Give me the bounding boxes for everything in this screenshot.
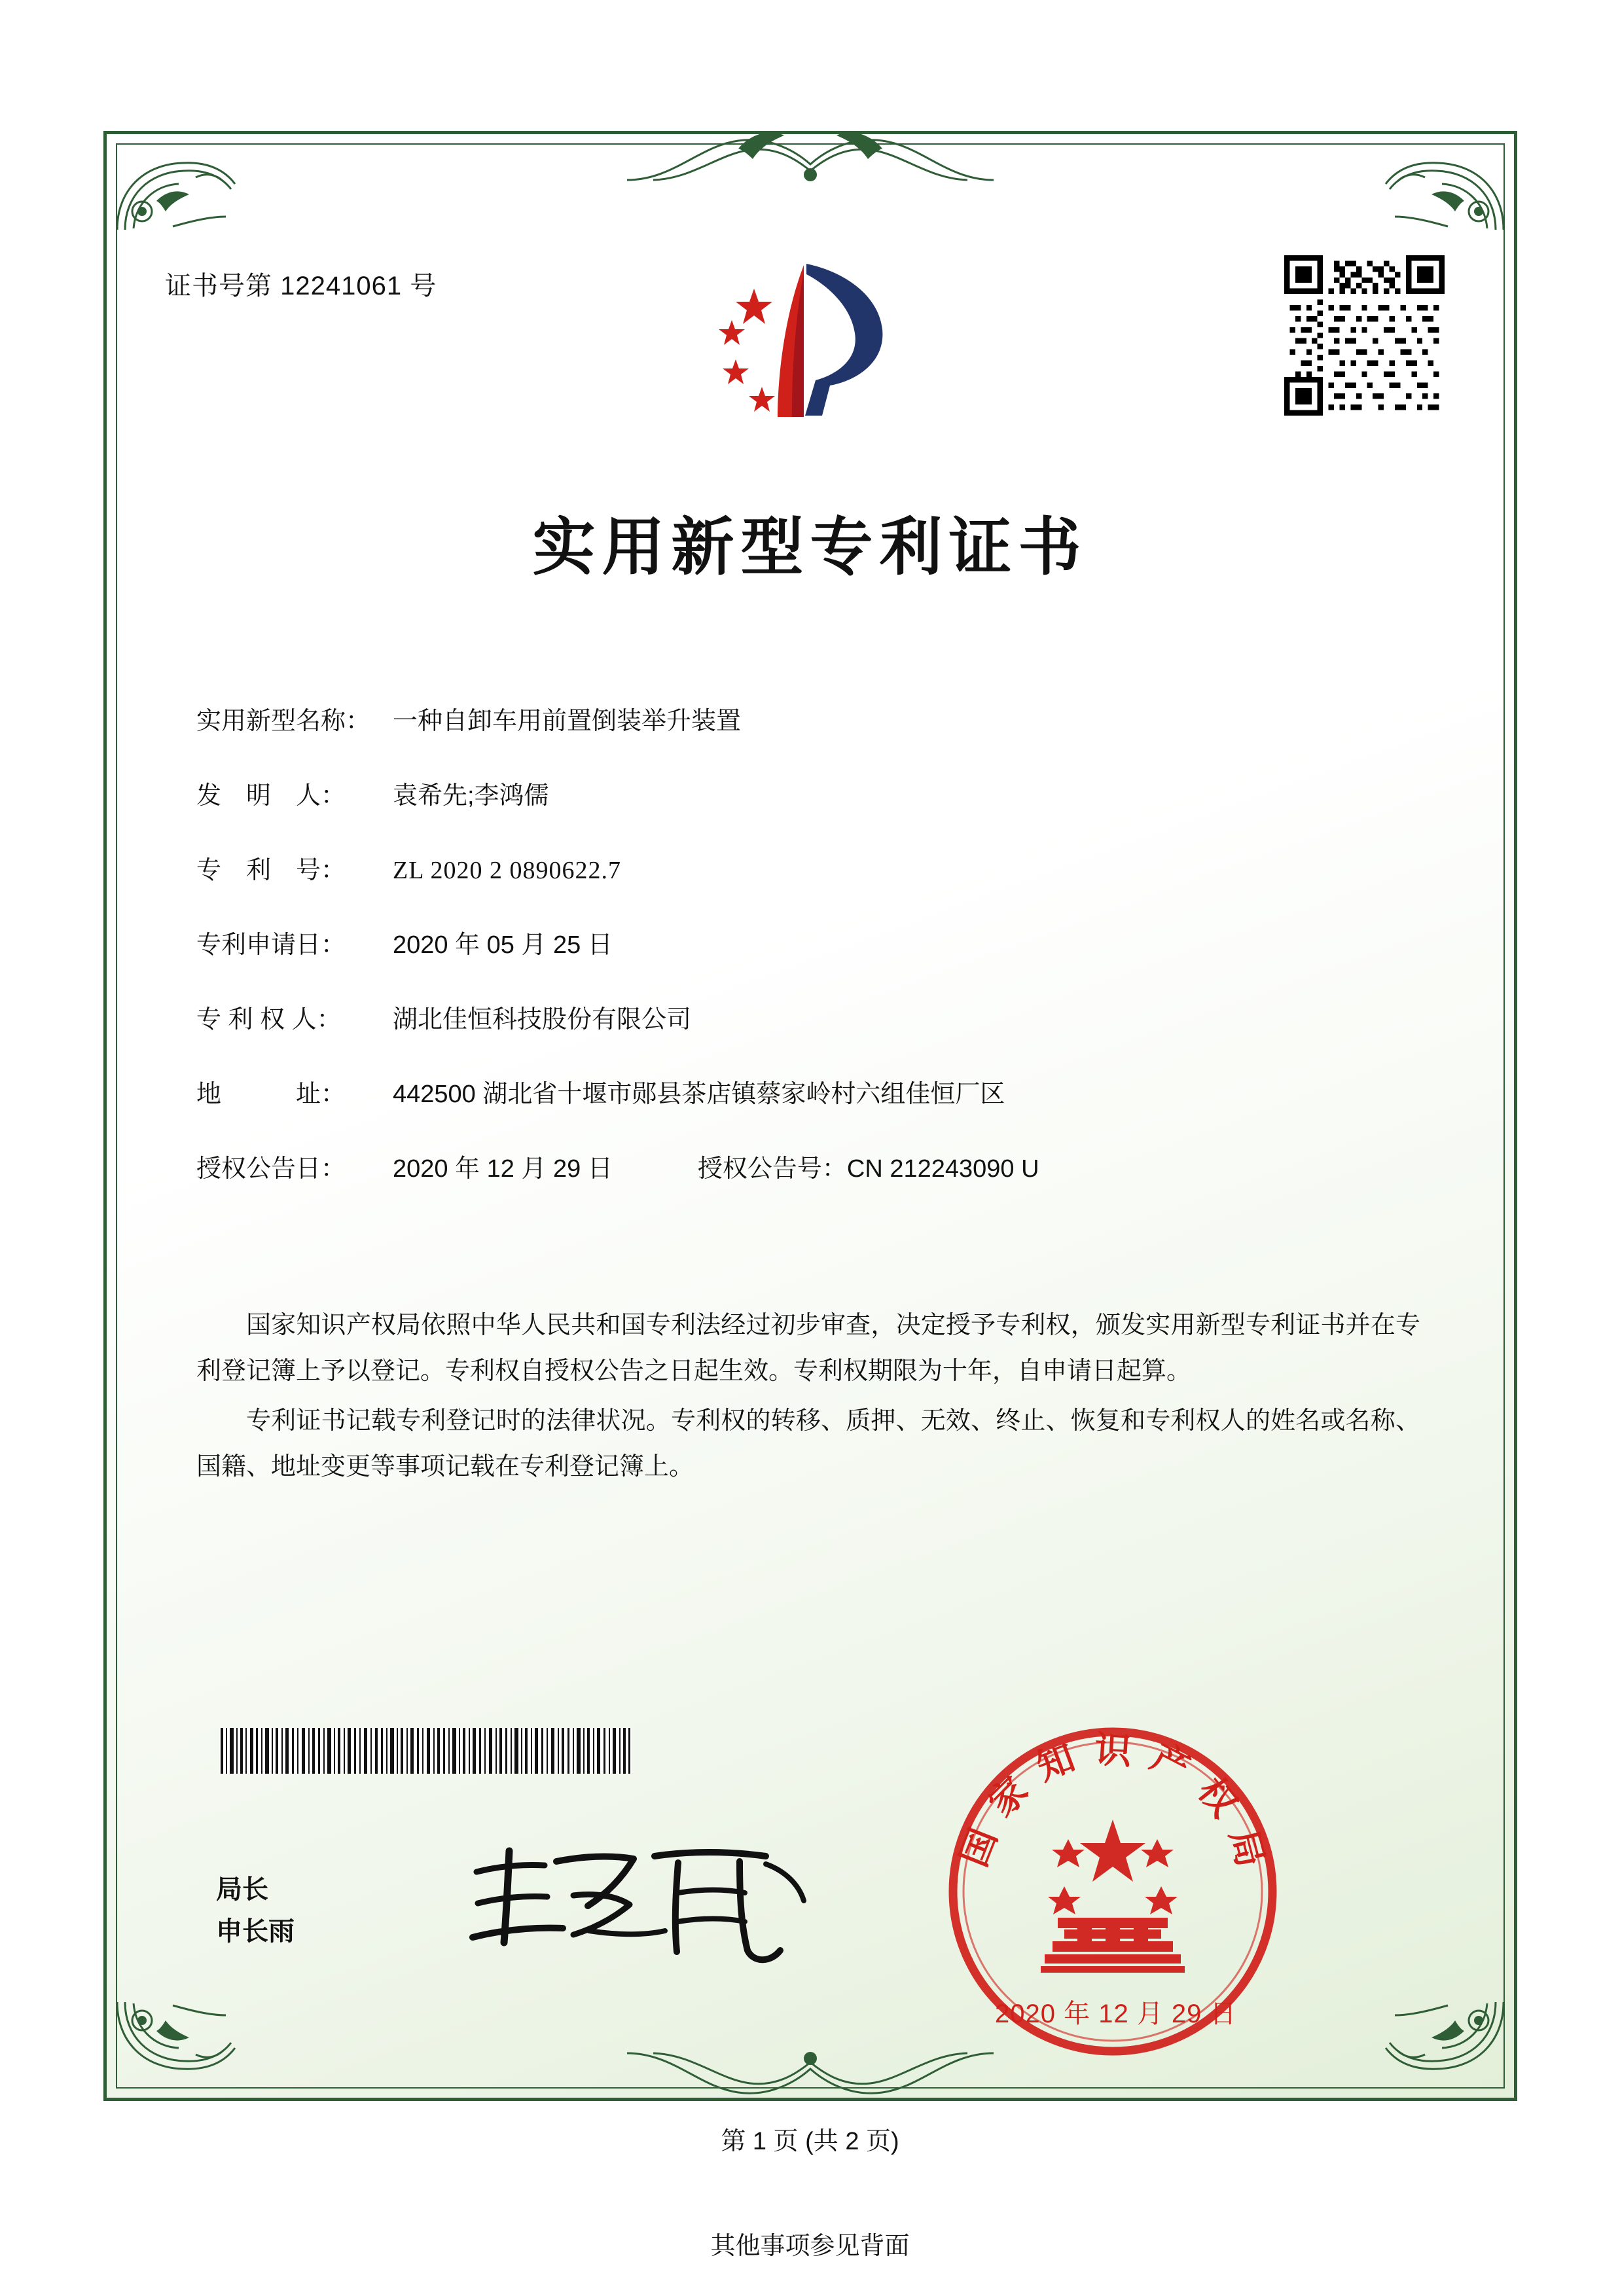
svg-text:国家知识产权局: 国家知识产权局 xyxy=(952,1728,1276,1888)
handwritten-signature xyxy=(458,1833,825,1970)
field-row-utility-model-name xyxy=(196,700,1427,736)
field-row-grant-announcement xyxy=(196,1148,1427,1184)
legal-paragraph: 专利证书记载专利登记时的法律状况。专利权的转移、质押、无效、终止、恢复和专利权人的姓名或名称、国籍、地址变更等事项记载在专利登记簿上。 xyxy=(196,1407,1420,1480)
field-row-application-date xyxy=(196,924,1427,960)
field-row-patent-number xyxy=(196,850,1427,886)
field-label: 专利申请日： xyxy=(196,931,346,959)
field-label: 地 址： xyxy=(196,1081,346,1108)
director-role-label: 局长 xyxy=(216,1874,268,1905)
field-value: 442500 湖北省十堰市郧县茶店镇蔡家岭村六组佳恒厂区 xyxy=(393,1081,1005,1108)
field-row-inventor xyxy=(196,775,1427,811)
top-flourish-icon xyxy=(522,107,1098,185)
field-value: 一种自卸车用前置倒装举升装置 xyxy=(393,708,742,735)
field-label-grant-date: 授权公告日： xyxy=(196,1155,346,1183)
legal-paragraph: 国家知识产权局依照中华人民共和国专利法经过初步审查，决定授予专利权，颁发实用新型专利证书并在专利登记簿上予以登记。专利权自授权公告之日起生效。专利权期限为十年，自申请日起算。 xyxy=(196,1312,1420,1385)
field-label: 发 明 人： xyxy=(196,782,346,810)
footer-note: 其他事项参见背面 xyxy=(710,2233,910,2260)
field-label: 专 利 权 人： xyxy=(196,1006,342,1033)
certificate-fields xyxy=(196,700,1427,1223)
field-value-announcement-number: CN 212243090 U xyxy=(846,1155,1039,1183)
director-signature-block xyxy=(216,1869,295,1952)
field-value: 湖北佳恒科技股份有限公司 xyxy=(393,1006,692,1033)
certificate-number: 证书号第 12241061 号 xyxy=(165,272,437,300)
qr-code xyxy=(1284,255,1445,416)
seal-date: 2020 年 12 月 29 日 xyxy=(995,2000,1237,2028)
field-value: 2020 年 05 月 25 日 xyxy=(393,931,613,959)
field-value-grant-date: 2020 年 12 月 29 日 xyxy=(393,1155,613,1183)
field-label: 专 利 号： xyxy=(196,857,346,884)
cnipa-logo-icon xyxy=(694,252,910,435)
field-value: 袁希先;李鸿儒 xyxy=(393,782,549,810)
field-value: ZL 2020 2 0890622.7 xyxy=(393,857,622,884)
field-label-announcement-number: 授权公告号： xyxy=(697,1155,847,1183)
page-indicator: 第 1 页 (共 2 页) xyxy=(721,2128,899,2155)
field-label: 实用新型名称： xyxy=(196,708,371,735)
page-title: 实用新型专利证书 xyxy=(532,511,1088,584)
field-row-patentee xyxy=(196,999,1427,1035)
barcode xyxy=(219,1728,632,1774)
field-row-address xyxy=(196,1073,1427,1109)
director-name-label: 申长雨 xyxy=(216,1916,295,1946)
legal-text xyxy=(196,1302,1420,1494)
